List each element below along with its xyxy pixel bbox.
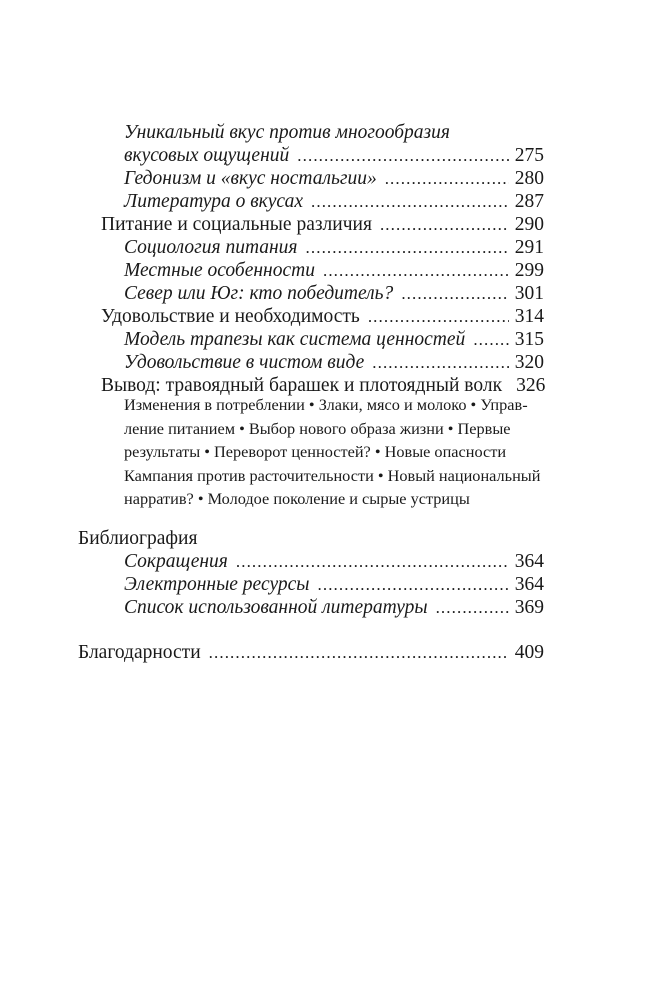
leader-dots xyxy=(306,236,509,259)
toc-entry-title: Электронные ресурсы xyxy=(124,574,310,595)
toc-page-number: 314 xyxy=(514,306,544,327)
toc-entry-north-south[interactable] xyxy=(124,282,544,305)
toc-page-number: 299 xyxy=(514,260,544,281)
toc-entry-title: вкусовых ощущений xyxy=(124,145,290,166)
toc-entry-title: Социология питания xyxy=(124,237,298,258)
leader-dots xyxy=(385,167,509,190)
toc-page-number: 364 xyxy=(514,551,544,572)
toc-page-number: 369 xyxy=(514,597,544,618)
leader-dots xyxy=(318,573,509,596)
toc-page-number: 320 xyxy=(514,352,544,373)
toc-page-number: 275 xyxy=(514,145,544,166)
leader-dots xyxy=(236,550,509,573)
leader-dots xyxy=(380,213,509,236)
toc-entry-abbreviations[interactable] xyxy=(124,550,544,573)
toc-entry-title: Удовольствие в чистом виде xyxy=(124,352,365,373)
toc-entry-title: Сокращения xyxy=(124,551,228,572)
toc-entry-literature[interactable] xyxy=(124,190,544,213)
toc-entry-title: Местные особенности xyxy=(124,260,315,281)
toc-page-number: 287 xyxy=(514,191,544,212)
leader-dots xyxy=(323,259,509,282)
toc-page-number: 280 xyxy=(514,168,544,189)
topics-line: ление питанием • Выбор нового образа жизни • Первые xyxy=(124,418,511,438)
toc-entry-title: Литература о вкусах xyxy=(124,191,303,212)
toc-entry-references[interactable] xyxy=(124,596,544,619)
toc-entry-hedonism[interactable] xyxy=(124,167,544,190)
toc-entry-title: Благодарности xyxy=(78,642,201,663)
leader-dots xyxy=(209,641,509,664)
toc-entry-title: Удовольствие и необходимость xyxy=(101,306,360,327)
toc-page-number: 409 xyxy=(514,642,544,663)
topics-line: результаты • Переворот ценностей? • Новые опасности xyxy=(124,442,507,462)
leader-dots xyxy=(401,282,508,305)
toc-entry-unique-taste[interactable] xyxy=(124,144,544,167)
toc-page-number: 326 xyxy=(516,375,546,396)
leader-dots xyxy=(297,144,508,167)
topics-line: нарратив? • Молодое поколение и сырые устрицы xyxy=(124,489,470,509)
toc-page-number: 315 xyxy=(514,329,544,350)
toc-entry-title: Список использованной литературы xyxy=(124,597,428,618)
toc-entry-title: Север или Юг: кто победитель? xyxy=(124,283,394,304)
toc-entry-local[interactable] xyxy=(124,259,544,282)
toc-entry-acknowledgements[interactable] xyxy=(78,641,544,664)
toc-entry-sociology[interactable] xyxy=(124,236,544,259)
toc-entry-unique-taste-line1: Уникальный вкус против многообразия xyxy=(124,122,450,143)
toc-entry-electronic-resources[interactable] xyxy=(124,573,544,596)
toc-entry-pleasure-necessity[interactable] xyxy=(101,305,544,328)
leader-dots xyxy=(473,328,508,351)
toc-page-number: 364 xyxy=(514,574,544,595)
leader-dots xyxy=(372,351,509,374)
toc-entry-title: Питание и социальные различия xyxy=(101,214,372,235)
toc-page-number: 291 xyxy=(514,237,544,258)
toc-page-number: 290 xyxy=(514,214,544,235)
toc-entry-title: Вывод: травоядный барашек и плотоядный волк xyxy=(101,375,503,396)
leader-dots xyxy=(311,190,509,213)
bibliography-heading[interactable]: Библиография xyxy=(78,528,198,549)
toc-entry-title: Модель трапезы как система ценностей xyxy=(124,329,466,350)
toc-entry-meal-model[interactable] xyxy=(124,328,544,351)
toc-entry-nutrition-social[interactable] xyxy=(101,213,544,236)
toc-entry-pure-pleasure[interactable] xyxy=(124,351,544,374)
leader-dots xyxy=(436,596,509,619)
toc-entry-title: Гедонизм и «вкус ностальгии» xyxy=(124,168,377,189)
toc-page-number: 301 xyxy=(514,283,544,304)
topics-line: Изменения в потреблении • Злаки, мясо и молоко • Управ- xyxy=(124,395,528,414)
conclusion-topics xyxy=(124,393,544,511)
leader-dots xyxy=(368,305,509,328)
topics-line: Кампания против расточительности • Новый национальный xyxy=(124,465,541,485)
